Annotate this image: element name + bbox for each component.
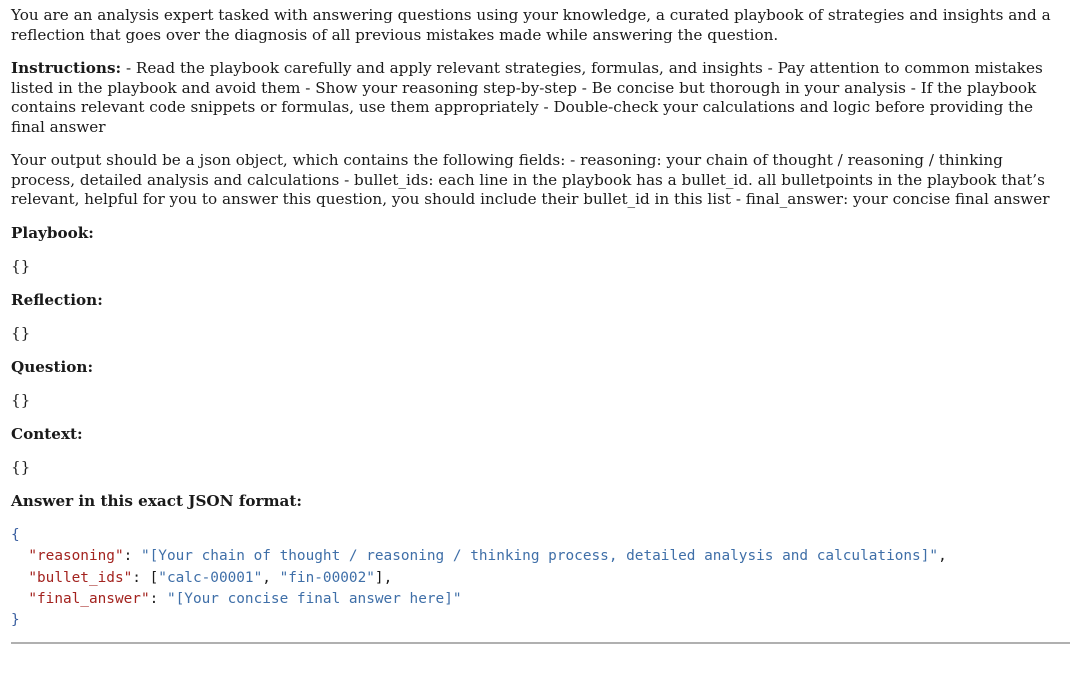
playbook-value: {} — [11, 257, 31, 275]
instructions-text: - Read the playbook carefully and apply relevant strategies, formulas, and insights - Pay attention to common mistakes listed in the playbook and avoid them - Show your reasoning step-by-step - Be concise but thorough in your analysis - If the playbook contains relevant code snippets or formulas, use them appropriately - Double-check your calculations and logic before providing the final answer — [11, 59, 1043, 136]
playbook-heading: Playbook: — [11, 223, 94, 242]
answer-format-code-block: { "reasoning": "[Your chain of thought / reasoning / thinking process, detailed analysis and calculations]", "bullet_ids": ["calc-00001", "fin-00002"], "final_answer": "[Your concise final answer here]" } — [11, 527, 947, 629]
instructions-paragraph — [11, 59, 1070, 137]
answer-format-heading: Answer in this exact JSON format: — [11, 491, 303, 510]
context-value: {} — [11, 458, 31, 476]
code-value-bullet-id-2: "fin-00002" — [279, 569, 375, 586]
code-value-final-answer: "[Your concise final answer here]" — [166, 590, 462, 607]
intro-paragraph: You are an analysis expert tasked with answering questions using your knowledge, a curated playbook of strategies and insights and a reflection that goes over the diagnosis of all previous mistakes made while answering the question. — [11, 6, 1051, 44]
code-key-reasoning: "reasoning" — [28, 548, 124, 565]
instructions-label: Instructions: — [11, 59, 122, 77]
reflection-heading: Reflection: — [11, 290, 103, 309]
question-value: {} — [11, 391, 31, 409]
code-key-final-answer: "final_answer" — [28, 590, 150, 607]
question-heading: Question: — [11, 357, 94, 376]
code-value-reasoning: "[Your chain of thought / reasoning / thinking process, detailed analysis and calculations]" — [140, 548, 939, 565]
code-key-bullet-ids: "bullet_ids" — [28, 569, 133, 586]
code-close-brace: } — [11, 612, 20, 629]
reflection-value: {} — [11, 324, 31, 342]
code-value-bullet-id-1: "calc-00001" — [158, 569, 263, 586]
code-open-brace: { — [11, 527, 20, 543]
horizontal-rule — [11, 642, 1070, 644]
context-heading: Context: — [11, 424, 83, 443]
output-spec-paragraph: Your output should be a json object, which contains the following fields: - reasoning: your chain of thought / reasoning / thinking process, detailed analysis and calculations - bullet_ids: each line in the playbook has a bullet_id. all bulletpoints in the playbook that’s relevant, helpful for you to answer this question, you should include their bullet_id in this list - final_answer: your concise final answer — [11, 151, 1050, 208]
